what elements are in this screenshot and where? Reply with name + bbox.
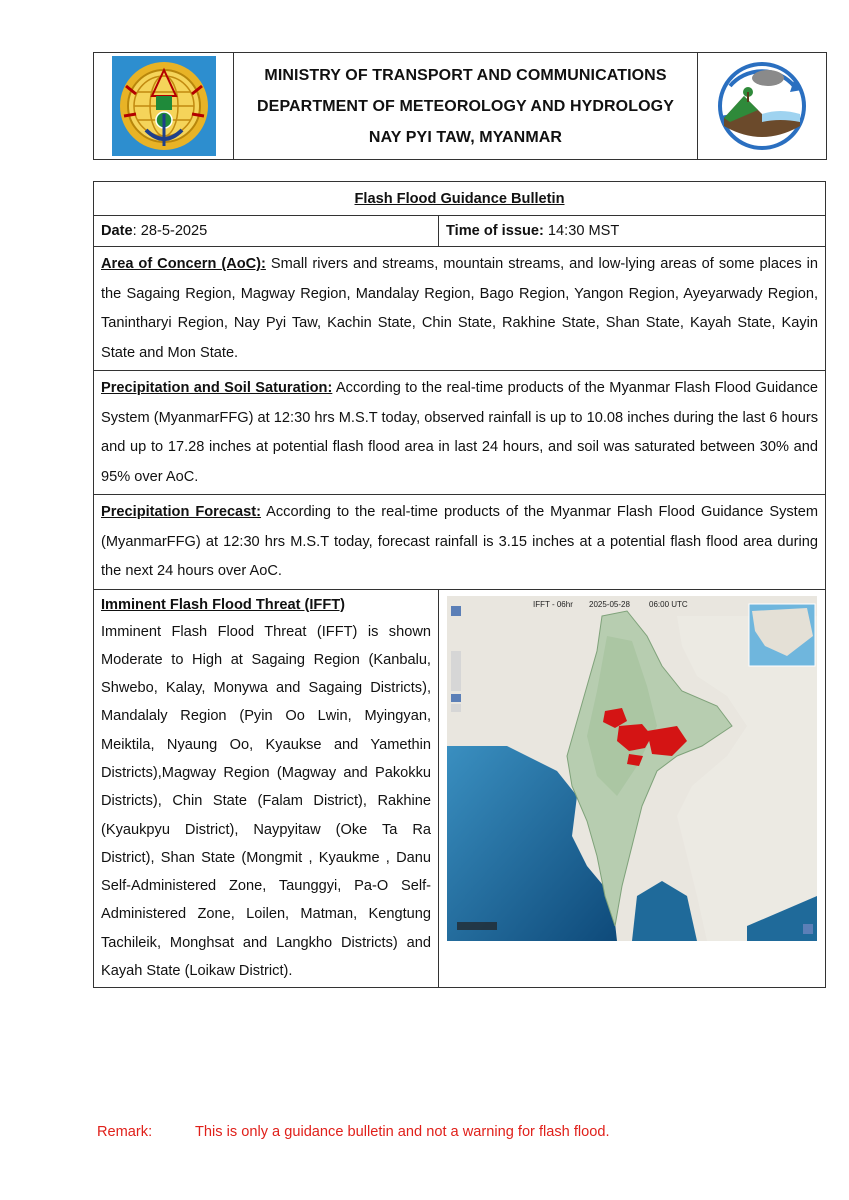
remark-line xyxy=(97,1124,610,1140)
precipitation-forecast-cell xyxy=(94,495,826,590)
time-label: Time of issue: xyxy=(446,223,544,239)
ifft-map-cell xyxy=(439,589,826,988)
forecast-text: According to the real-time products of the Myanmar Flash Flood Guidance System (MyanmarFFG) at 12:30 hrs M.S.T today, forecast rainfall is 3.15 inches at a potential flash flood area during the next 24 hours over AoC. xyxy=(101,504,818,579)
hydrology-cycle-icon xyxy=(710,56,814,156)
date-time-row xyxy=(94,216,826,247)
bulletin-title: Flash Flood Guidance Bulletin xyxy=(94,182,826,216)
ministry-emblem-icon xyxy=(112,56,216,156)
aoc-text: Small rivers and streams, mountain streams, and low-lying areas of some places in the Sagaing Region, Magway Region, Mandalay Region, Bago Region, Yangon Region, Ayeyarwady Region, Tanintharyi Region, Nay Pyi Taw, Kachin State, Chin State, Rakhine State, Shan State, Kayah State, Kayin State and Mon State. xyxy=(101,256,818,361)
header-box xyxy=(93,52,827,160)
precipitation-saturation-cell xyxy=(94,371,826,495)
right-logo-cell xyxy=(697,53,826,159)
precip-label: Precipitation and Soil Saturation: xyxy=(101,380,333,396)
remark-label: Remark: xyxy=(97,1124,153,1140)
forecast-label: Precipitation Forecast: xyxy=(101,504,262,520)
map-caption-product: IFFT - 06hr xyxy=(533,599,573,609)
bulletin-table xyxy=(93,181,826,988)
remark-text: This is only a guidance bulletin and not a warning for flash flood. xyxy=(195,1124,610,1140)
date-value: : 28-5-2025 xyxy=(132,223,208,239)
header-title-block xyxy=(234,53,697,159)
ministry-name: MINISTRY OF TRANSPORT AND COMMUNICATIONS xyxy=(264,66,667,84)
ifft-map-graphic xyxy=(447,596,817,941)
ifft-text: Imminent Flash Flood Threat (IFFT) is shown Moderate to High at Sagaing Region (Kanbalu, Shwebo, Kalay, Monywa and Sagaing Districts), Mandalaly Region (Pyin Oo Lwin, Myingyan, Meiktila, Nyaung Oo, Kyaukse and Yamethin Districts),Magway Region (Magway and Pakokku Districts), Chin State (Falam District), Rakhine (Kyaukpyu District), Naypyitaw (Oke Ta Ra District), Shan State (Mongmit , Kyaukme , Danu Self-Administered Zone, Taunggyi, Pa-O Self-Administered Zone, Loilen, Matman, Kengtung Tachileik, Monghsat and Langkho Districts) and Kayah State (Loikaw District). xyxy=(101,623,431,980)
map-caption-time: 06:00 UTC xyxy=(649,599,688,609)
ifft-heading: Imminent Flash Flood Threat (IFFT) xyxy=(101,596,346,613)
location-name: NAY PYI TAW, MYANMAR xyxy=(368,128,563,146)
ifft-text-cell xyxy=(94,589,439,988)
area-of-concern-cell xyxy=(94,247,826,371)
department-name: DEPARTMENT OF METEOROLOGY AND HYDROLOGY xyxy=(257,97,674,115)
precip-text: According to the real-time products of the Myanmar Flash Flood Guidance System (MyanmarFFG) at 12:30 hrs M.S.T today, observed rainfall is up to 10.08 inches during the last 6 hours and up to 17.28 inches at potential flash flood area in last 24 hours, and soil was saturated between 30% and 95% over AoC. xyxy=(101,380,818,485)
ifft-map[interactable] xyxy=(447,596,817,941)
aoc-label: Area of Concern (AoC): xyxy=(101,256,266,272)
time-cell xyxy=(439,216,826,247)
time-value: 14:30 MST xyxy=(543,223,620,239)
date-label: Date xyxy=(101,223,133,239)
map-caption-date: 2025-05-28 xyxy=(589,599,630,609)
date-cell xyxy=(94,216,439,247)
left-logo-cell xyxy=(94,53,234,159)
